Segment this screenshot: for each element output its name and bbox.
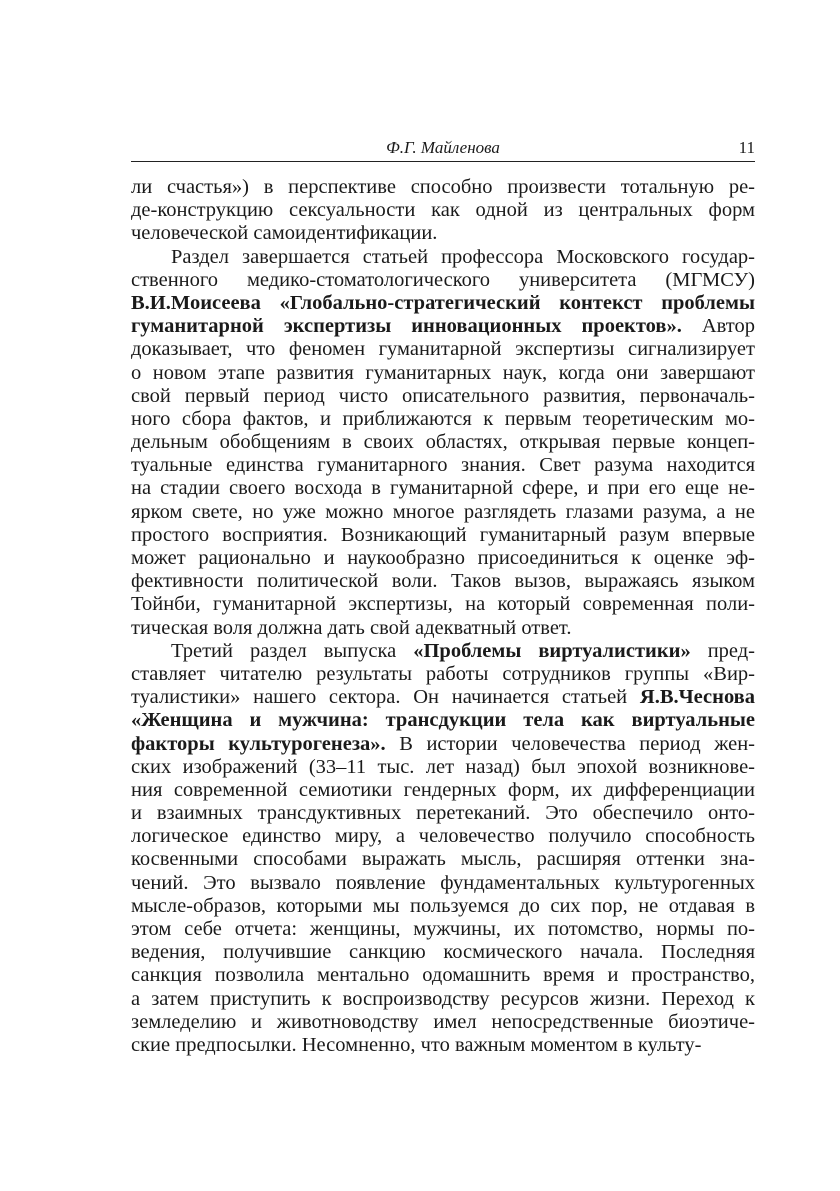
text-line <box>131 779 755 802</box>
text-line <box>131 269 755 292</box>
text-segment: ли счастья») в перспективе способно произвести тотальную ре- <box>131 176 755 198</box>
text-line <box>131 292 755 315</box>
text-segment: логическое единство миру, а человечество получило способность <box>131 825 755 848</box>
text-line <box>131 848 755 871</box>
text-segment: простого восприятия. Возникающий гуманитарный разум впервые <box>131 523 755 546</box>
text-line <box>131 315 755 338</box>
text-line <box>131 1011 755 1034</box>
text-segment: Третий раздел выпуска <box>171 639 414 662</box>
text-segment: Автор <box>681 315 755 338</box>
text-segment: ских изображений (33–11 тыс. лет назад) был эпохой возникнове- <box>131 755 755 778</box>
text-segment: этом себе отчета: женщины, мужчины, их потомство, нормы по- <box>131 918 755 940</box>
text-segment: В истории человечества период жен- <box>385 732 755 755</box>
text-line <box>131 733 755 756</box>
text-line <box>131 964 755 987</box>
text-segment: свой первый период чисто описательного развития, первоначаль- <box>131 384 755 407</box>
text-segment: ские предпосылки. Несомненно, что важным моментом в культу- <box>131 1033 702 1056</box>
text-segment: туалистики» нашего сектора. Он начинается статьей <box>131 686 640 709</box>
text-line <box>131 686 755 709</box>
text-line <box>131 408 755 431</box>
text-segment: фективности политической воли. Таков вызов, выражаясь языком <box>131 570 755 593</box>
bold-text-segment: Я.В.Чеснова <box>639 686 755 709</box>
text-segment: может рационально и наукообразно присоединиться к оценке эф- <box>131 547 755 569</box>
text-line <box>131 454 755 477</box>
text-line <box>131 640 755 663</box>
text-line <box>131 617 755 640</box>
text-segment: чений. Это вызвало появление фундаментальных культурогенных <box>131 871 755 894</box>
text-line <box>131 222 755 245</box>
text-line <box>131 872 755 895</box>
text-line <box>131 176 755 199</box>
body-text <box>131 176 755 1057</box>
text-line <box>131 988 755 1011</box>
text-segment: о новом этапе развития гуманитарных наук, когда они завершают <box>131 361 755 384</box>
running-header <box>131 135 755 162</box>
text-line <box>131 524 755 547</box>
text-line <box>131 246 755 269</box>
bold-text-segment: «Проблемы виртуалистики» <box>413 639 691 662</box>
text-segment: Тойнби, гуманитарной экспертизы, на который современная поли- <box>131 593 755 616</box>
text-segment: доказывает, что феномен гуманитарной экспертизы сигнализирует <box>131 338 755 361</box>
page-number: 11 <box>738 138 755 157</box>
text-segment: мысле-образов, которыми мы пользуемся до сих пор, не отдавая в <box>131 894 755 917</box>
text-segment: ния современной семиотики гендерных форм, их дифференциации <box>131 778 755 801</box>
text-segment: ставляет читателю результаты работы сотрудников группы «Вир- <box>131 662 755 685</box>
header-author: Ф.Г. Майленова <box>386 138 500 157</box>
text-line <box>131 547 755 570</box>
text-line <box>131 501 755 524</box>
text-segment: на стадии своего восхода в гуманитарной сфере, и при его еще не- <box>131 477 755 500</box>
text-line <box>131 756 755 779</box>
text-segment: земледелию и животноводству имел непосредственные биоэтиче- <box>131 1010 755 1033</box>
text-line <box>131 385 755 408</box>
text-segment: де-конструкцию сексуальности как одной из центральных форм <box>131 199 755 222</box>
text-segment: ного сбора фактов, и приближаются к первым теоретическим мо- <box>131 407 755 430</box>
text-line <box>131 338 755 361</box>
text-segment: ственного медико-стоматологического университета (МГМСУ) <box>131 268 755 291</box>
text-segment: косвенными способами выражать мысль, расширяя оттенки зна- <box>131 848 755 871</box>
text-segment: пред- <box>690 639 755 662</box>
bold-text-segment: факторы культурогенеза». <box>131 732 386 755</box>
text-line <box>131 593 755 616</box>
text-segment: человеческой самоидентификации. <box>131 222 438 245</box>
text-line <box>131 663 755 686</box>
text-segment: тическая воля должна дать свой адекватный ответ. <box>131 616 572 639</box>
text-segment: ярком свете, но уже можно многое разглядеть глазами разума, а не <box>131 500 755 523</box>
text-line <box>131 477 755 500</box>
text-line <box>131 199 755 222</box>
bold-text-segment: гуманитарной экспертизы инновационных проектов». <box>131 315 682 338</box>
text-line <box>131 709 755 732</box>
text-segment: туальные единства гуманитарного знания. Свет разума находится <box>131 454 755 477</box>
text-line <box>131 941 755 964</box>
text-line <box>131 895 755 918</box>
text-line <box>131 1034 755 1057</box>
text-line <box>131 362 755 385</box>
text-segment: а затем приступить к воспроизводству ресурсов жизни. Переход к <box>131 987 755 1010</box>
text-line <box>131 825 755 848</box>
bold-text-segment: «Женщина и мужчина: трансдукции тела как виртуальные <box>131 709 755 732</box>
text-line <box>131 570 755 593</box>
text-segment: Раздел завершается статьей профессора Московского государ- <box>171 245 755 268</box>
text-line <box>131 918 755 941</box>
bold-text-segment: В.И.Моисеева «Глобально-стратегический контекст проблемы <box>131 291 755 314</box>
text-segment: и взаимных трансдуктивных перетеканий. Это обеспечило онто- <box>131 802 755 825</box>
text-segment: ведения, получившие санкцию космического начала. Последняя <box>131 941 755 964</box>
text-segment: санкция позволила ментально одомашнить время и пространство, <box>131 964 755 987</box>
text-segment: дельным обобщениям в своих областях, открывая первые концеп- <box>131 431 755 454</box>
text-line <box>131 802 755 825</box>
text-line <box>131 431 755 454</box>
